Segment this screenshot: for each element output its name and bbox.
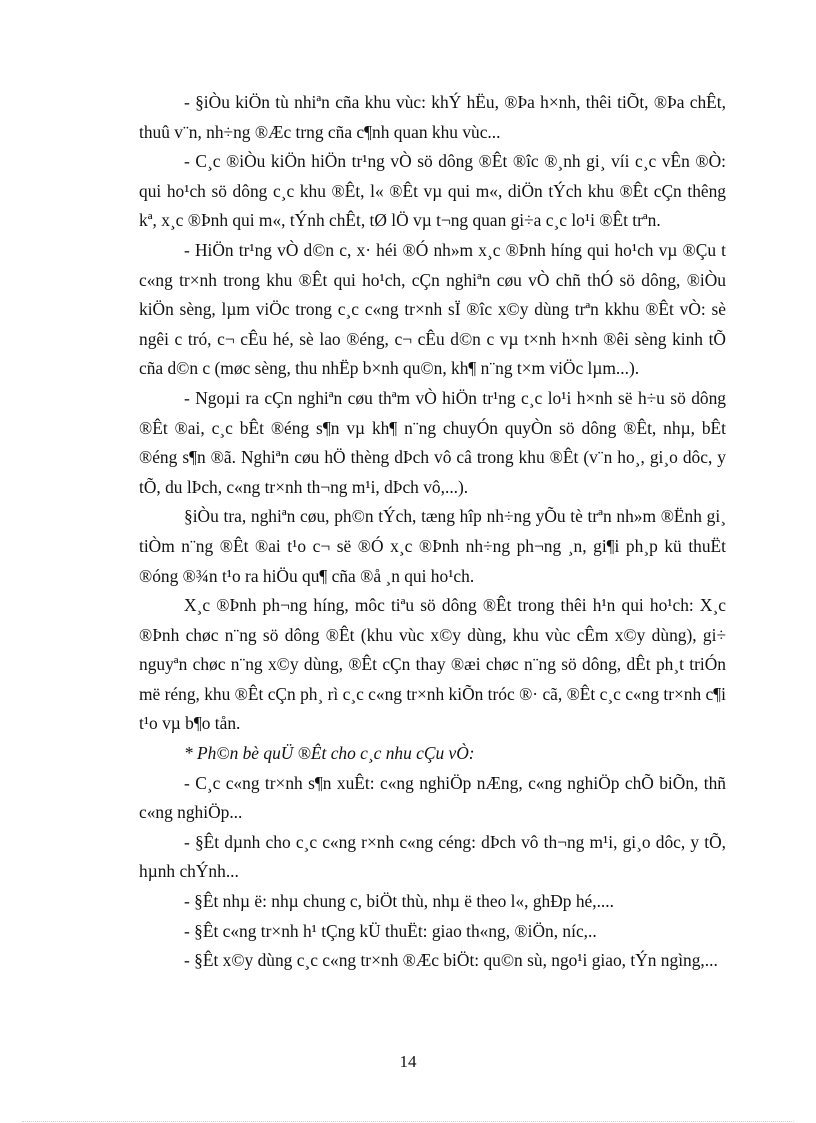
paragraph-population-status: - HiÖn tr¹ng vÒ d©n c, x· héi ®Ó nh»m x¸c ®Þnh híng qui ho¹ch vµ ®Çu t c«ng tr×nh trong khu ®Êt qui ho¹ch, cÇn nghiªn cøu vÒ chñ thÓ sö dông, ®iÒu kiÖn sèng, lµm viÖc trong c¸c c«ng tr×nh sÏ ®îc x©y dùng trªn kkhu ®Êt vÒ: sè ngêi c tró, c¬ cÊu hé, sè lao ®éng, c¬ cÊu d©n c vµ t×nh h×nh ®êi sèng kinh tÕ cña d©n c (møc sèng, thu nhËp b×nh qu©n, kh¶ n¨ng t×m viÖc lµm...). xyxy=(139,239,726,379)
paragraph-natural-conditions: - §iÒu kiÖn tù nhiªn cña khu vùc: khÝ hËu, ®Þa h×nh, thêi tiÕt, ®Þa chÊt, thuû v¨n, nh÷ng ®Æc trng cña c¶nh quan khu vùc... xyxy=(139,92,726,142)
page-bottom-divider xyxy=(22,1121,794,1122)
paragraph-land-use-direction: X¸c ®Þnh ph¬ng híng, môc tiªu sö dông ®Êt trong thêi h¹n qui ho¹ch: X¸c ®Þnh chøc n¨ng sö dông ®Êt (khu vùc x©y dùng, khu vùc cÊm x©y dùng), gi÷ nguyªn chøc n¨ng x©y dùng, ®Êt cÇn thay ®æi chøc n¨ng sö dông, dÊt ph¸t triÓn më réng, khu ®Êt cÇn ph¸ rì c¸c c«ng tr×nh kiÕn tróc ®· cã, ®Êt c¸c c«ng tr×nh c¶i t¹o vµ b¶o tån. xyxy=(139,595,726,734)
list-item-special-works: - §Êt x©y dùng c¸c c«ng tr×nh ®Æc biÖt: qu©n sù, ngo¹i giao, tÝn ngìng,... xyxy=(184,950,718,971)
paragraph-survey-analysis: §iÒu tra, nghiªn cøu, ph©n tÝch, tæng hîp nh÷ng yÕu tè trªn nh»m ®Ënh gi¸ tiÒm n¨ng ®Êt ®ai t¹o c¬ së ®Ó x¸c ®Þnh nh÷ng ph¬ng ¸n, gi¶i ph¸p kü thuËt ®óng ®¾n t¹o ra hiÖu qu¶ cña ®å ¸n qui ho¹ch. xyxy=(139,506,726,586)
list-item-public-works: - §Êt dµnh cho c¸c c«ng r×nh c«ng céng: dÞch vô th¬ng m¹i, gi¸o dôc, y tÕ, hµnh chÝnh... xyxy=(139,831,726,882)
list-item-housing: - §Êt nhµ ë: nhµ chung c, biÖt thù, nhµ ë theo l«, ghÐp hé,.... xyxy=(184,891,614,912)
paragraph-land-use-status: - C¸c ®iÒu kiÖn hiÖn tr¹ng vÒ sö dông ®Êt ®îc ®¸nh gi¸ víi c¸c vÊn ®Ò: qui ho¹ch sö dông c¸c khu ®Êt, l« ®Êt vµ qui m«, diÖn tÝch khu ®Êt cÇn thêng kª, x¸c ®Þnh qui m«, tÝnh chÊt, tØ lÖ vµ t¬ng quan gi÷a c¸c lo¹i ®Êt trªn. xyxy=(139,151,726,231)
page-number: 14 xyxy=(399,1052,417,1071)
section-heading-land-allocation: * Ph©n bè quÜ ®Êt cho c¸c nhu cÇu vÒ: xyxy=(184,743,475,764)
list-item-production: - C¸c c«ng tr×nh s¶n xuÊt: c«ng nghiÖp nÆng, c«ng nghiÖp chÕ biÕn, thñ c«ng nghiÖp... xyxy=(139,772,726,823)
document-body xyxy=(139,88,726,976)
paragraph-ownership-research: - Ngoµi ra cÇn nghiªn cøu thªm vÒ hiÖn tr¹ng c¸c lo¹i h×nh së h÷u sö dông ®Êt ®ai, c¸c bÊt ®éng s¶n vµ kh¶ n¨ng chuyÓn quyÒn sö dông ®Êt, nhµ, bÊt ®éng s¶n ®ã. Nghiªn cøu hÖ thèng dÞch vô câ trong khu ®Êt (v¨n ho¸, gi¸o dôc, y tÕ, du lÞch, c«ng tr×nh th¬ng m¹i, dÞch vô,...). xyxy=(139,387,726,497)
list-item-infrastructure: - §Êt c«ng tr×nh h¹ tÇng kÜ thuËt: giao th«ng, ®iÖn, níc,.. xyxy=(184,920,597,941)
